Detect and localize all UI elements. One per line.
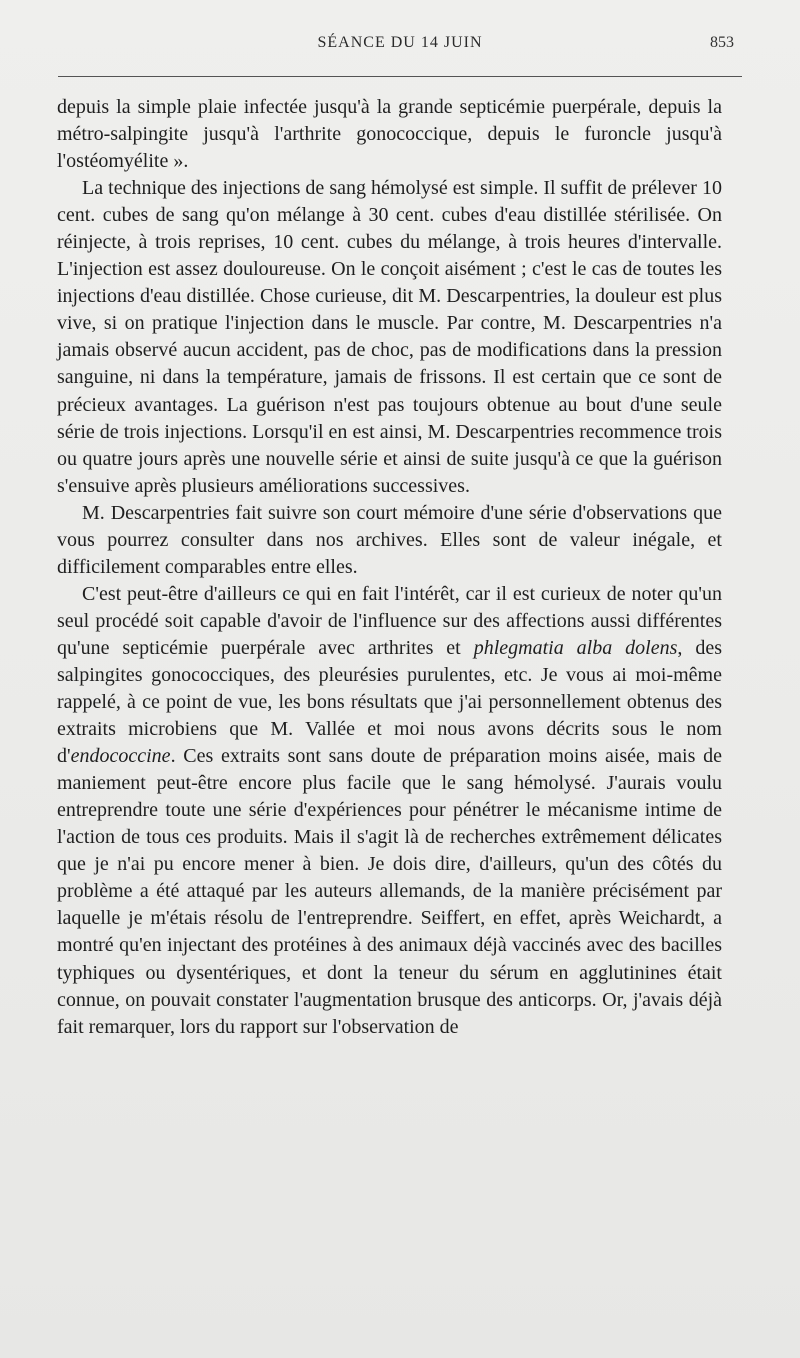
running-head: SÉANCE DU 14 JUIN bbox=[317, 34, 483, 51]
paragraph-technique: La technique des injections de sang hémolysé est simple. Il suffit de prélever 10 cent. cubes de sang qu'on mélange à 30 cent. cubes d'eau distillée stérilisée. On réinjecte, à trois reprises, 10 cent. cubes du mélange, à trois heures d'intervalle. L'injection est assez douloureuse. On le conçoit aisément ; c'est le cas de toutes les injections d'eau distillée. Chose curieuse, dit M. Descarpentries, la douleur est plus vive, si on pratique l'injection dans le muscle. Par contre, M. Descarpentries n'a jamais observé aucun accident, pas de choc, pas de modifications dans la pression sanguine, ni dans la température, jamais de frissons. Il est certain que ce sont de précieux avantages. La guérison n'est pas toujours obtenue au bout d'une seule série de trois injections. Lorsqu'il en est ainsi, M. Descarpentries recommence trois ou quatre jours après une nouvelle série et ainsi de suite jusqu'à ce que la guérison s'ensuive après plusieurs améliorations successives. bbox=[57, 177, 722, 497]
page-header bbox=[58, 34, 742, 64]
paragraph-observations: M. Descarpentries fait suivre son court mémoire d'une série d'observations que vous pourrez consulter dans nos archives. Elles sont de valeur inégale, et difficilement comparables entre elles. bbox=[57, 501, 722, 578]
italic-term-endococcine: endococcine bbox=[70, 745, 171, 768]
paragraph-text-segment: . Ces extraits sont sans doute de préparation moins aisée, mais de maniement peut-être encore plus facile que le sang hémolysé. J'aurais voulu entreprendre toute une série d'expériences pour pénétrer le mécanisme intime de l'action de tous ces produits. Mais il s'agit là de recherches extrêmement délicates que je n'ai pu encore mener à bien. Je dois dire, d'ailleurs, qu'un des côtés du problème a été attaqué par les auteurs allemands, de la manière précisément par laquelle je m'étais résolu de l'entreprendre. Seiffert, en effet, après Weichardt, a montré qu'en injectant des protéines à des animaux déjà vaccinés avec des bacilles typhiques ou dysentériques, et dont la teneur du sérum en agglutinines était connue, on pouvait constater l'augmentation brusque des anticorps. Or, j'avais déjà fait remarquer, lors du rapport sur l'observation de bbox=[57, 745, 722, 1038]
header-rule bbox=[58, 76, 742, 77]
paragraph-text-segment: C'est peut-être d'ailleurs ce qui en fait l'intérêt, car il est curieux de noter qu'un seul procédé soit capable d'avoir de l'influence sur des affections aussi différentes qu'une septicémie puerpérale avec arthrites et bbox=[57, 582, 722, 659]
page-number: 853 bbox=[710, 34, 734, 51]
italic-term-phlegmatia: phlegmatia alba dolens bbox=[473, 636, 678, 659]
paragraph-continuation: depuis la simple plaie infectée jusqu'à la grande septicémie puerpérale, depuis la métro-salpingite jusqu'à l'arthrite gonococcique, depuis le furoncle jusqu'à l'ostéomyélite ». bbox=[57, 96, 722, 173]
paragraph-text-segment: , des salpingites gonococciques, des pleurésies purulentes, etc. Je vous ai moi-même rappelé, à ce point de vue, les bons résultats que j'ai personnellement obtenus des extraits microbiens que M. Vallée et moi nous avons décrits sous le nom d' bbox=[57, 636, 722, 768]
body-text bbox=[57, 94, 722, 1041]
paragraph-interest bbox=[57, 581, 722, 1041]
